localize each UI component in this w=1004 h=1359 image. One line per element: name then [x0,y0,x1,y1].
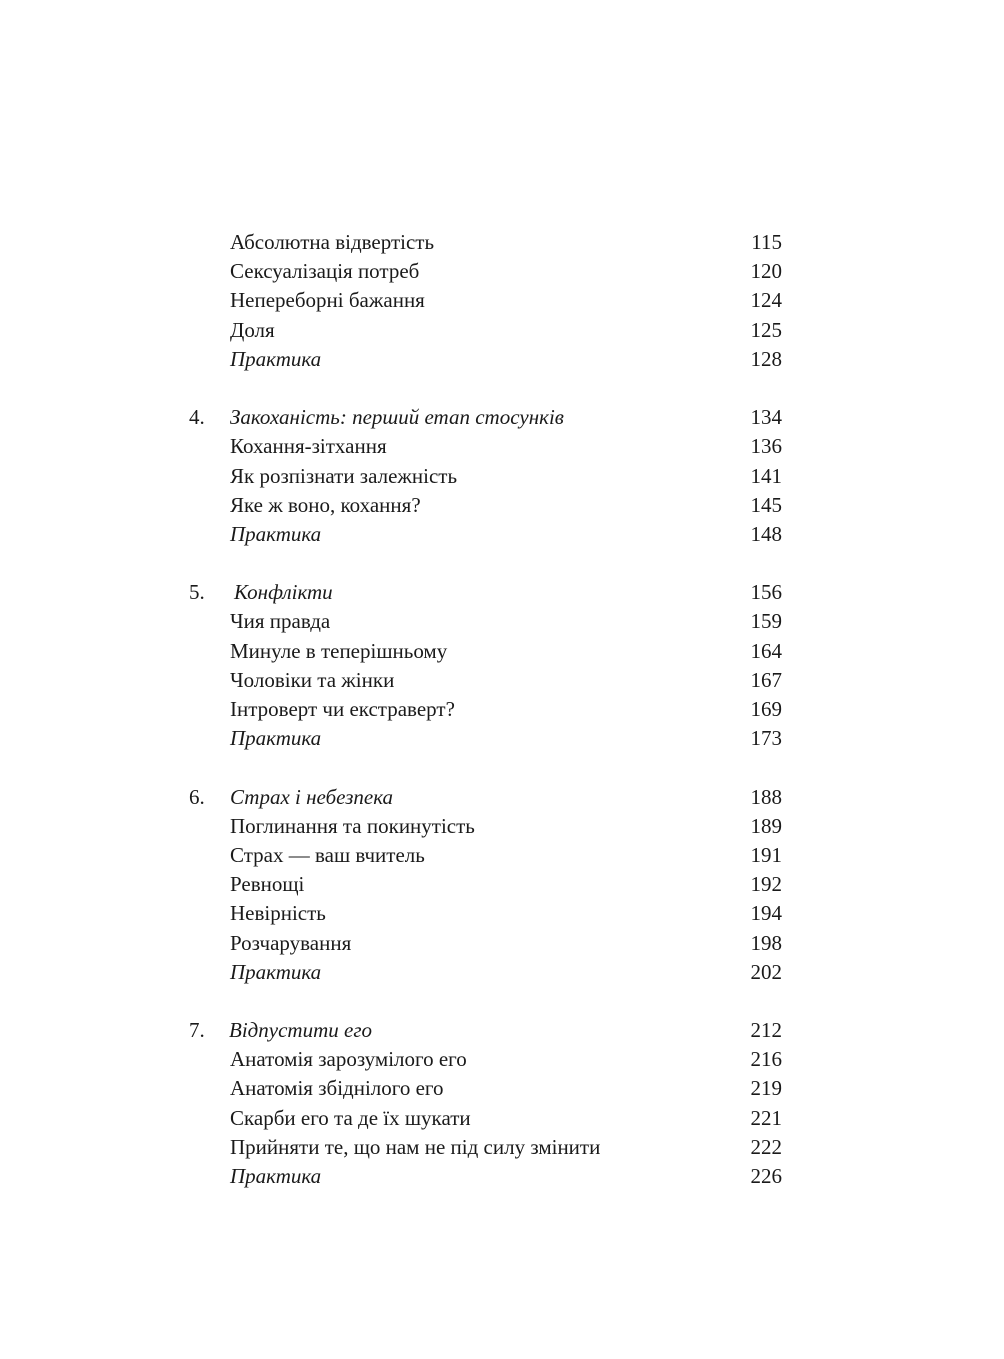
toc-entry-page: 136 [750,434,782,459]
toc-entry[interactable] [0,812,1004,841]
toc-chapter-7[interactable] [0,1016,1004,1045]
chapter-title: Закоханість: перший етап стосунків [230,405,564,430]
toc-entry-title: Розчарування [230,930,352,955]
toc-entry-page: 202 [750,959,782,984]
chapter-title: Конфлікти [234,580,333,605]
toc-chapter-6[interactable] [0,783,1004,812]
section-gap [0,374,1004,403]
toc-entry-page: 169 [750,697,782,721]
toc-entry-title: Страх — ваш вчитель [230,842,425,867]
toc-entry-page: 124 [750,288,782,313]
toc-entry-practice[interactable] [0,724,1004,753]
toc-entry[interactable] [0,257,1004,286]
toc-entry-title: Сексуалізація потреб [230,259,420,284]
toc-entry-title: Практика [230,726,322,751]
toc-entry-page: 216 [750,1047,782,1072]
toc-entry-title: Анатомія збіднілого его [230,1076,444,1101]
toc-entry-page: 145 [750,492,782,517]
toc-entry[interactable] [0,1133,1004,1162]
toc-entry-title: Абсолютна відвертість [230,230,435,254]
toc-entry-page: 141 [750,463,782,488]
toc-entry-page: 191 [750,842,782,867]
toc-entry-page: 192 [750,872,782,897]
toc-entry-title: Практика [230,959,322,984]
toc-entry-title: Поглинання та покинутість [230,813,475,838]
toc-entry-page: 198 [750,930,782,955]
toc-entry-page: 219 [750,1076,782,1101]
toc-entry-title: Скарби его та де їх шукати [230,1105,471,1130]
toc-entry-page: 222 [750,1134,782,1159]
chapter-number: 5. [189,580,205,605]
toc-entry-title: Яке ж воно, кохання? [230,492,421,517]
toc-entry[interactable] [0,841,1004,870]
toc-entry-practice[interactable] [0,1162,1004,1191]
toc-entry-page: 115 [751,230,782,254]
toc-entry-page: 164 [750,638,782,663]
toc-entry-title: Минуле в теперішньому [230,638,448,663]
chapter-number: 4. [189,405,205,430]
toc-entry-title: Практика [230,521,322,546]
toc-entry-title: Інтроверт чи екстраверт? [230,697,455,721]
toc-entry[interactable] [0,695,1004,724]
toc-entry-title: Чия правда [230,609,331,634]
toc-entry-practice[interactable] [0,345,1004,374]
toc-entry[interactable] [0,316,1004,345]
toc-entry-page: 194 [750,901,782,926]
toc-entry-title: Прийняти те, що нам не під силу змінити [230,1134,601,1159]
toc-entry[interactable] [0,870,1004,899]
toc-entry-page: 159 [750,609,782,634]
toc-entry-page: 189 [750,813,782,838]
toc-entry[interactable] [0,432,1004,461]
toc-entry-page: 125 [750,317,782,342]
chapter-page: 156 [750,580,782,605]
chapter-page: 188 [750,784,782,809]
toc-entry-title: Чоловіки та жінки [230,667,395,692]
chapter-number: 7. [189,1018,205,1043]
toc-entry-page: 167 [750,667,782,692]
table-of-contents [0,228,1004,1191]
toc-entry[interactable] [0,1074,1004,1103]
toc-entry-title: Доля [230,317,275,342]
toc-entry-page: 148 [750,521,782,546]
toc-entry-page: 128 [750,346,782,371]
toc-entry[interactable] [0,462,1004,491]
section-gap [0,549,1004,578]
chapter-title: Відпустити его [229,1018,373,1043]
toc-entry-title: Як розпізнати залежність [230,463,458,488]
toc-entry[interactable] [0,929,1004,958]
toc-entry[interactable] [0,607,1004,636]
toc-entry[interactable] [0,666,1004,695]
chapter-number: 6. [189,784,205,809]
chapter-page: 134 [750,405,782,430]
toc-entry-title: Кохання-зітхання [230,434,387,459]
section-gap [0,753,1004,782]
toc-entry[interactable] [0,286,1004,315]
toc-entry-title: Практика [230,1164,322,1188]
toc-entry[interactable] [0,899,1004,928]
toc-entry[interactable] [0,1045,1004,1074]
toc-entry[interactable] [0,228,1004,257]
toc-chapter-4[interactable] [0,403,1004,432]
toc-entry-practice[interactable] [0,520,1004,549]
toc-entry-practice[interactable] [0,958,1004,987]
toc-entry-title: Непереборні бажання [230,288,425,313]
chapter-title: Страх і небезпека [230,784,394,809]
toc-entry-title: Анатомія зарозумілого его [230,1047,467,1072]
toc-entry[interactable] [0,491,1004,520]
toc-entry-page: 221 [750,1105,782,1130]
toc-entry-page: 120 [750,259,782,284]
toc-entry-page: 173 [750,726,782,751]
chapter-page: 212 [750,1018,782,1043]
toc-entry[interactable] [0,1104,1004,1133]
toc-entry[interactable] [0,637,1004,666]
toc-chapter-5[interactable] [0,578,1004,607]
toc-entry-title: Невірність [230,901,326,926]
toc-entry-title: Практика [230,346,322,371]
toc-entry-title: Ревнощі [230,872,305,897]
section-gap [0,987,1004,1016]
toc-entry-page: 226 [750,1164,782,1188]
